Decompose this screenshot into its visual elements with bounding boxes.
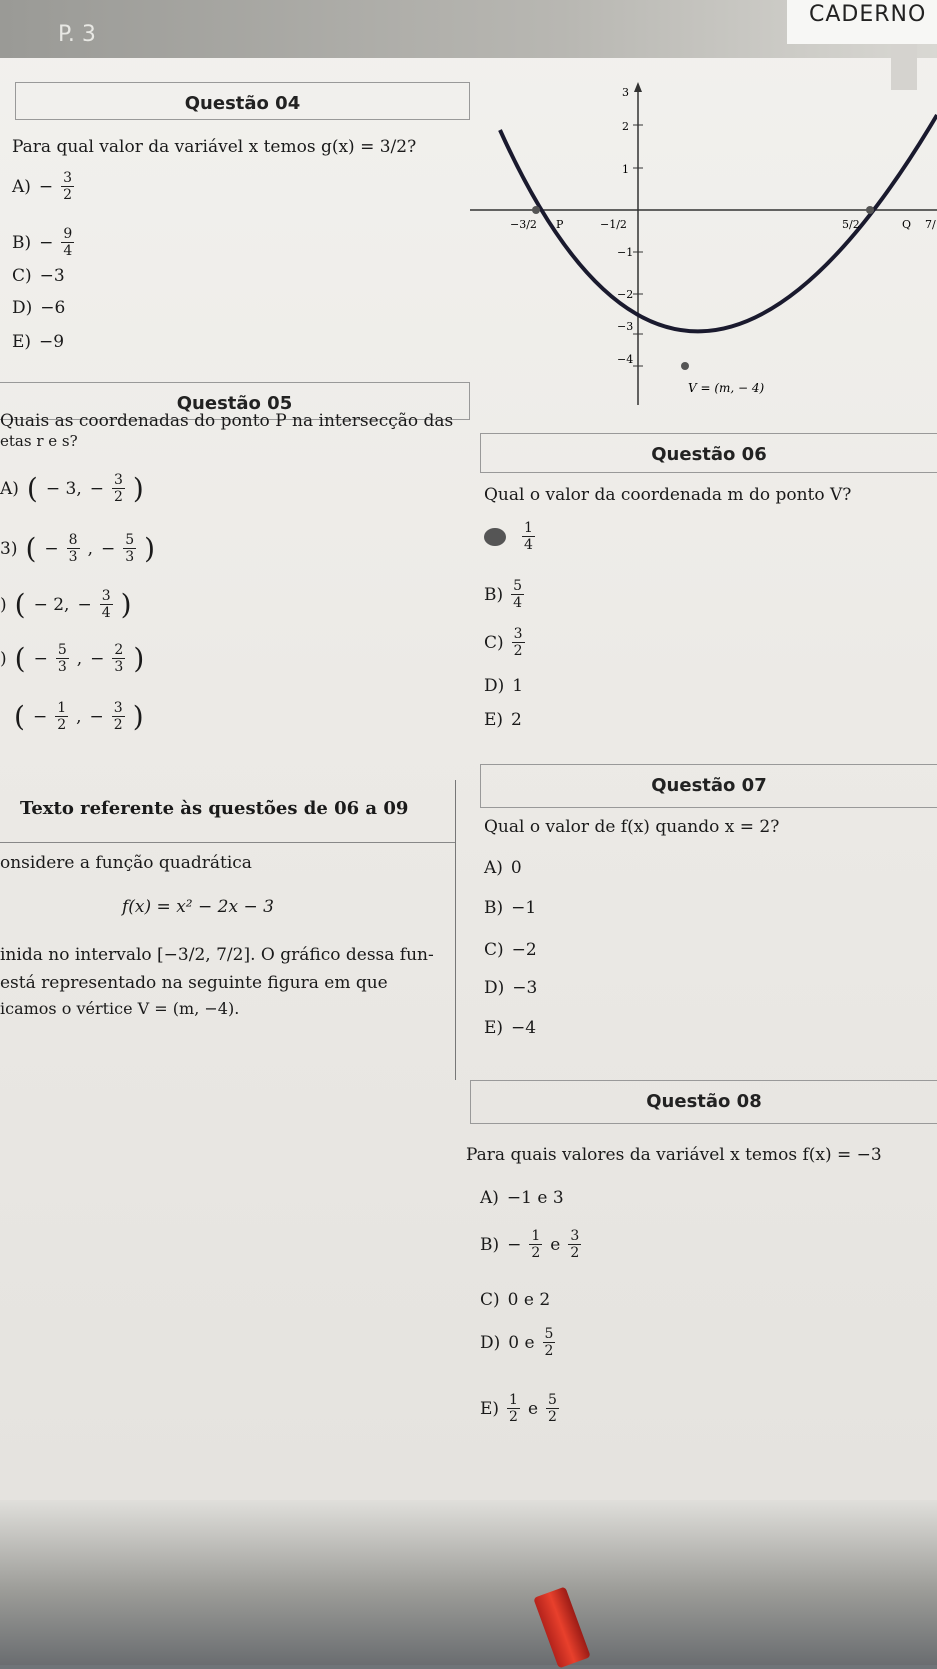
option-sign: −: [38, 176, 54, 197]
coord-x-fraction: [56, 642, 69, 675]
q07-option-c[interactable]: [484, 940, 537, 960]
paren-open: (: [14, 699, 25, 733]
option-letter: C): [480, 1290, 500, 1310]
coord-x: − 3,: [45, 478, 82, 499]
comma: ,: [87, 538, 93, 559]
q04-option-e[interactable]: [12, 332, 64, 352]
table-surface: [0, 1500, 937, 1665]
option-text: −1: [511, 898, 537, 918]
q05-title: Questão 05: [0, 382, 470, 420]
q07-statement: Qual o valor de f(x) quando x = 2?: [484, 817, 780, 837]
frac-num: 1: [531, 1228, 541, 1244]
vertex-point: [681, 362, 689, 370]
q04-option-c[interactable]: [12, 266, 65, 286]
frac-num: 2: [114, 642, 124, 658]
option-sign: −: [44, 538, 59, 559]
option-letter: 3): [0, 538, 18, 559]
option-sign: −: [90, 648, 105, 669]
y-label-neg4: −4: [617, 353, 634, 366]
option-letter: A): [480, 1188, 499, 1208]
option-letter: E): [12, 332, 32, 352]
paren-close: ): [132, 471, 144, 505]
x-label-7: 7/: [925, 218, 936, 231]
option-sign: −: [89, 478, 104, 499]
q04-option-b[interactable]: [12, 226, 74, 259]
q07-option-e[interactable]: [484, 1018, 536, 1038]
q06-statement: Qual o valor da coordenada m do ponto V?: [484, 485, 852, 505]
option-fraction: [123, 532, 136, 565]
coord-x-fraction: [55, 700, 68, 733]
q05-option-c[interactable]: [0, 588, 132, 621]
q04-option-a[interactable]: [12, 170, 74, 203]
option-fraction: [61, 226, 74, 259]
option-letter: E): [480, 1398, 500, 1419]
frac-den: 2: [570, 1245, 580, 1261]
q06-option-c[interactable]: [484, 626, 525, 659]
option-text: −3: [39, 266, 65, 286]
frac-den: 4: [63, 243, 73, 259]
q08-option-e[interactable]: [480, 1392, 559, 1425]
option-letter: A): [0, 478, 19, 499]
q08-option-c[interactable]: [480, 1290, 550, 1310]
frac-den: 4: [524, 537, 533, 553]
x-label-neg3-2: −3/2: [510, 218, 537, 231]
option-letter: ): [0, 648, 7, 669]
frac-den: 3: [125, 549, 135, 565]
frac-den: 3: [68, 549, 78, 565]
q05-statement-2: etas r e s?: [0, 432, 78, 450]
q04-statement-text: Para qual valor da variável x temos g(x) = 3/2?: [12, 137, 417, 157]
option-text: −1 e 3: [506, 1188, 564, 1208]
option-letter: C): [12, 266, 32, 286]
paren-open: (: [26, 471, 38, 505]
parabola-graph: [470, 70, 937, 410]
option-fraction: [543, 1326, 556, 1359]
q06-option-a[interactable]: [484, 520, 535, 553]
q08-option-a[interactable]: [480, 1188, 564, 1208]
frac-num: 9: [63, 226, 73, 242]
comma: ,: [76, 706, 82, 727]
option-letter: A): [12, 176, 31, 197]
option-fraction-2: [568, 1228, 581, 1261]
option-fraction: [512, 626, 525, 659]
frac-num: 5: [513, 578, 523, 594]
option-letter: E): [484, 1018, 504, 1038]
paren-open: (: [14, 641, 26, 675]
page-label: P. 3: [58, 22, 96, 47]
option-sign: −: [33, 648, 48, 669]
frac-num: 5: [544, 1326, 554, 1342]
q08-title: Questão 08: [470, 1080, 937, 1124]
x-label-p: P: [556, 218, 564, 231]
q06-option-b[interactable]: [484, 578, 524, 611]
frac-den: 2: [531, 1245, 541, 1261]
parabola-curve: [500, 115, 937, 331]
q05-option-d[interactable]: [0, 642, 144, 675]
option-letter: E): [484, 710, 504, 730]
option-text: −2: [511, 940, 537, 960]
vertex-label: V = (m, − 4): [688, 381, 765, 395]
frac-den: 2: [544, 1343, 554, 1359]
q07-option-d[interactable]: [484, 978, 537, 998]
paren-close: ): [132, 699, 144, 733]
option-fraction: [112, 642, 125, 675]
frac-num: 3: [113, 700, 123, 716]
q07-option-b[interactable]: [484, 898, 536, 918]
option-sign: −: [89, 706, 104, 727]
frac-den: 2: [509, 1409, 518, 1425]
q06-title: Questão 06: [480, 433, 937, 473]
y-label-neg1: −1: [617, 246, 634, 259]
frac-den: 2: [548, 1409, 557, 1425]
q06-option-e[interactable]: [484, 710, 522, 730]
option-fraction: [511, 578, 524, 611]
option-connector: e: [550, 1234, 561, 1255]
frac-den: 4: [513, 595, 523, 611]
frac-num: 5: [548, 1392, 557, 1408]
option-text: −3: [512, 978, 538, 998]
frac-den: 2: [513, 643, 523, 659]
option-letter: B): [12, 232, 32, 253]
option-letter: B): [484, 584, 504, 605]
option-letter: A): [484, 858, 503, 878]
y-axis-arrow: [634, 82, 642, 92]
frac-num: 8: [68, 532, 78, 548]
paren-close: ): [144, 531, 156, 565]
frac-den: 3: [57, 659, 67, 675]
texto-divider: [0, 842, 455, 843]
option-sign: −: [507, 1234, 522, 1255]
option-sign: −: [39, 232, 54, 253]
option-letter: B): [484, 898, 504, 918]
frac-den: 2: [57, 717, 67, 733]
q08-option-d[interactable]: [480, 1326, 555, 1359]
option-sign: −: [77, 594, 92, 615]
q07-title: Questão 07: [480, 764, 937, 808]
option-text: 0 e 2: [507, 1290, 551, 1310]
frac-num: 3: [113, 472, 123, 488]
frac-num: 5: [125, 532, 135, 548]
texto-formula: f(x) = x² − 2x − 3: [122, 897, 274, 917]
column-divider: [455, 780, 456, 1080]
option-text: −6: [40, 298, 66, 318]
frac-den: 2: [113, 717, 123, 733]
q08-statement: Para quais valores da variável x temos f(x) = −3: [466, 1145, 882, 1165]
option-text: 1: [512, 676, 524, 696]
paren-open: (: [14, 587, 26, 621]
x-label-q: Q: [902, 218, 912, 231]
point-p: [532, 206, 540, 214]
point-q: [866, 206, 874, 214]
frac-den: 4: [101, 605, 111, 621]
option-letter: ): [0, 594, 7, 615]
y-label-3: 3: [622, 86, 629, 99]
coord-x: − 2,: [33, 594, 70, 615]
y-label-2: 2: [622, 120, 629, 133]
option-fraction: [522, 520, 535, 553]
option-fraction-2: [546, 1392, 559, 1425]
x-label-neg1-2: −1/2: [600, 218, 627, 231]
option-letter: C): [484, 632, 504, 653]
q07-option-a[interactable]: [484, 858, 522, 878]
q04-title: Questão 04: [15, 82, 470, 120]
option-sign: −: [100, 538, 116, 559]
q05-option-e[interactable]: [6, 700, 144, 733]
caderno-tab: CADERNO: [787, 0, 937, 44]
option-letter: C): [484, 940, 504, 960]
option-letter: D): [484, 676, 505, 696]
marked-answer-icon: [484, 528, 506, 546]
q05-option-a[interactable]: [0, 472, 144, 505]
q05-option-b[interactable]: [0, 532, 155, 565]
option-text: 2: [511, 710, 522, 730]
frac-num: 5: [57, 642, 67, 658]
paren-open: (: [25, 531, 37, 565]
option-text: −4: [511, 1018, 537, 1038]
option-fraction: [61, 170, 74, 203]
frac-num: 3: [570, 1228, 580, 1244]
frac-num: 3: [513, 626, 523, 642]
texto-line-1: onsidere a função quadrática: [0, 853, 252, 873]
option-fraction: [529, 1228, 542, 1261]
frac-den: 3: [114, 659, 124, 675]
paren-close: ): [133, 641, 145, 675]
option-connector: e: [527, 1398, 539, 1419]
texto-title: Texto referente às questões de 06 a 09: [20, 798, 409, 819]
frac-den: 2: [63, 187, 73, 203]
option-text: −9: [39, 332, 65, 352]
frac-num: 3: [101, 588, 111, 604]
frac-den: 2: [113, 489, 123, 505]
texto-line-4: icamos o vértice V = (m, −4).: [0, 999, 240, 1018]
coord-x-fraction: [67, 532, 80, 565]
option-text: 0 e: [508, 1332, 535, 1353]
texto-line-2: inida no intervalo [−3/2, 7/2]. O gráfico dessa fun-: [0, 945, 434, 965]
q04-option-d[interactable]: [12, 298, 65, 318]
comma: ,: [76, 648, 83, 669]
option-fraction: [112, 472, 125, 505]
option-fraction: [112, 700, 125, 733]
option-letter: B): [480, 1234, 500, 1255]
frac-num: 1: [509, 1392, 518, 1408]
frac-num: 3: [63, 170, 73, 186]
option-sign: −: [32, 706, 48, 727]
option-letter: D): [484, 978, 505, 998]
y-label-neg2: −2: [617, 288, 634, 301]
y-label-1: 1: [622, 163, 629, 176]
option-fraction: [100, 588, 113, 621]
option-letter: D): [480, 1332, 501, 1353]
q05-statement-1: Quais as coordenadas do ponto P na intersecção das: [0, 411, 454, 431]
frac-num: 1: [524, 520, 533, 536]
option-text: 0: [510, 858, 522, 878]
option-letter: D): [12, 298, 33, 318]
option-fraction: [507, 1392, 520, 1425]
x-label-5-2: 5/2: [842, 218, 860, 231]
paren-close: ): [120, 587, 132, 621]
q08-option-b[interactable]: [480, 1228, 581, 1261]
frac-num: 1: [57, 700, 67, 716]
q04-statement: [12, 136, 416, 158]
y-label-neg3: −3: [617, 320, 634, 333]
texto-line-3: está representado na seguinte figura em que: [0, 973, 388, 993]
q06-option-d[interactable]: [484, 676, 523, 696]
